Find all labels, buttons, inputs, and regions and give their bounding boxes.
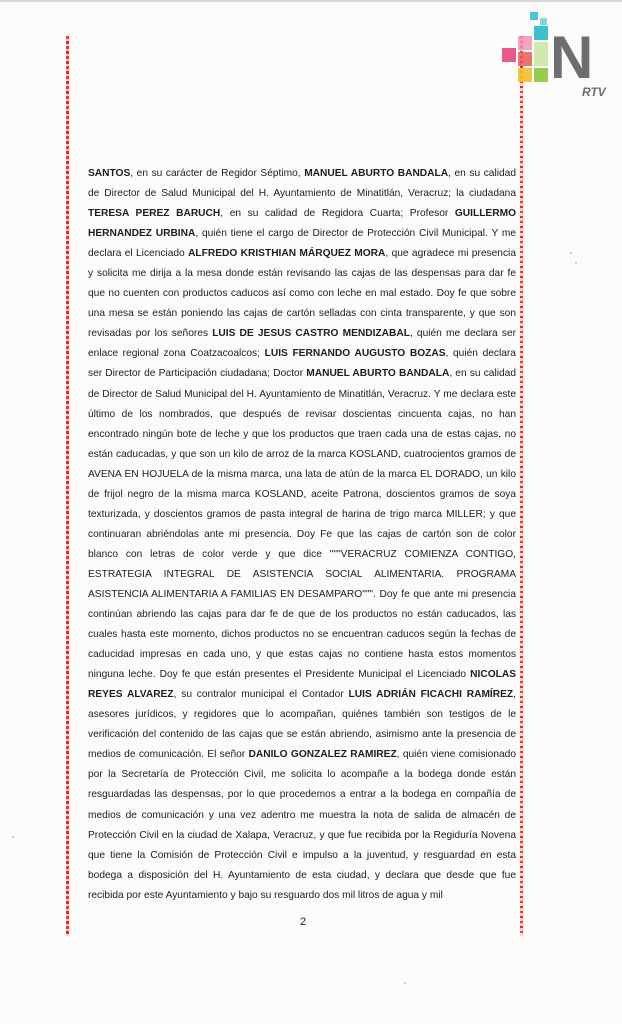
logo-square-green <box>534 68 548 82</box>
bold-name-run: LUIS ADRIÁN FICACHI RAMÍREZ <box>348 689 514 701</box>
top-border <box>0 0 622 2</box>
body-paragraph <box>88 164 516 906</box>
bold-name-run: SANTOS <box>88 168 131 179</box>
logo-square-lightgreen <box>534 42 548 66</box>
bold-name-run: DANILO GONZALEZ RAMIREZ <box>248 749 397 761</box>
text-run: , que agradece mi presencia y solicita me dirija a la mesa donde están revisando las cajas de las despensas para dar fe que no cuenten con productos caducos así como con leche en mal estado. Doy fe que sobre una mesa se están poniendo las cajas de cartón selladas con cinta transparente, y que son revisadas por los señores <box>88 248 516 340</box>
logo-square-teal <box>534 26 548 40</box>
bold-name-run: LUIS FERNANDO AUGUSTO BOZAS <box>264 348 446 360</box>
logo-square-yellow <box>518 68 532 82</box>
rtv-logo-watermark <box>500 10 610 102</box>
document-body-text <box>88 164 516 906</box>
text-run: , en su calidad de Director de Salud Municipal del H. Ayuntamiento de Minatitlán, Veracruz. Y me declara este último de los nombrados, que después de revisar doscientas cincuenta cajas, no han encontrado ningún bote de leche y que los productos que traen cada una de estas cajas, no están caducadas, y que son un kilo de arroz de la marca KOSLAND, cuatrocientos gramos de AVENA EN HOJUELA de la misma marca, una lata de atún de la marca EL DORADO, un kilo de frijol negro de la misma marca KOSLAND, aceite Patrona, doscientos gramos de soya texturizada, y doscientos gramos de pasta integral de harina de trigo marca MILLER; y que continuaran abriéndolas ante mi presencia. Doy Fe que las cajas de cartón son de color blanco con letras de color verde y que dice """VERACRUZ COMIENZA CONTIGO, ESTRATEGIA INTEGRAL DE ASISTENCIA SOCIAL ALIMENTARIA. PROGRAMA ASISTENCIA ALIMENTARIA A FAMILIAS EN DESAMPARO""". Doy fe que ante mi presencia continúan abriendo las cajas para dar fe de que de los productos no están caducados, las cuales hasta este momento, dichos productos no se encuentran caducos según la fechas de caducidad impresas en cada uno, y que estas cajas no contiene hasta estos momentos ninguna leche. Doy fe que están presentes el Presidente Municipal el Licenciado <box>88 368 516 681</box>
bold-name-run: GUILLERMO HERNANDEZ URBINA <box>88 208 516 240</box>
bold-name-run: ALFREDO KRISTHIAN MÁRQUEZ MORA <box>188 248 386 260</box>
left-margin-rule <box>66 36 69 936</box>
scan-speck <box>12 836 14 838</box>
scan-speck <box>404 982 406 984</box>
logo-square-pink <box>518 36 532 50</box>
logo-square-cyan-2 <box>540 18 547 25</box>
text-run: , quién me declara ser enlace regional zona Coatzacoalcos; <box>88 328 517 360</box>
text-run: , en su carácter de Regidor Séptimo, <box>130 168 305 179</box>
bold-name-run: NICOLAS REYES ALVAREZ <box>88 669 516 701</box>
bold-name-run: MANUEL ABURTO BANDALA <box>306 368 450 380</box>
logo-square-cyan <box>530 12 538 20</box>
scan-speck <box>570 252 572 254</box>
logo-letter: N <box>550 24 594 91</box>
text-run: , quién viene comisionado por la Secretaría de Protección Civil, me solicita lo acompañe a la bodega donde están resguardadas las despensas, por lo que procedemos a entrar a la bodega en compañía de medios de comunicación y una vez adentro me muestra la nota de salida de almacén de Protección Civil en la ciudad de Xalapa, Veracruz, y que fue recibida por la Regiduría Novena que tiene la Comisión de Protección Civil e impulso a la juventud, y resguardad en esta bodega a disposición del H. Ayuntamiento de esta ciudad, y declara que desde que fue recibida por este Ayuntamiento y bajo su resguardo dos mil litros de agua y mil <box>88 749 516 901</box>
text-run: , asesores jurídicos, y regidores que lo acompañan, quiénes también son testigos de le verificación del contenido de las cajas que se están abriendo, asimismo ante la presencia de medios de comunicación. El señor <box>88 689 516 761</box>
bold-name-run: LUIS DE JESUS CASTRO MENDIZABAL <box>212 328 410 340</box>
text-run: , su contralor municipal el Contador <box>173 689 349 701</box>
bold-name-run: TERESA PEREZ BARUCH <box>88 208 221 220</box>
bold-name-run: MANUEL ABURTO BANDALA <box>304 168 449 179</box>
text-run: , quién declara ser Director de Participación ciudadana; Doctor <box>88 348 516 380</box>
logo-label: RTV <box>582 85 606 99</box>
page-number: 2 <box>300 916 307 928</box>
right-margin-rule <box>520 36 523 936</box>
logo-square-red <box>518 52 532 66</box>
text-run: , en su calidad de Director de Salud Municipal del H. Ayuntamiento de Minatitlán, Veracruz; la ciudadana <box>88 168 516 200</box>
logo-square-magenta <box>502 48 516 62</box>
text-run: , en su calidad de Regidora Cuarta; Profesor <box>220 208 455 220</box>
text-run: , quién tiene el cargo de Director de Protección Civil Municipal. Y me declara el Licenciado <box>88 228 516 260</box>
scan-speck <box>575 262 577 264</box>
